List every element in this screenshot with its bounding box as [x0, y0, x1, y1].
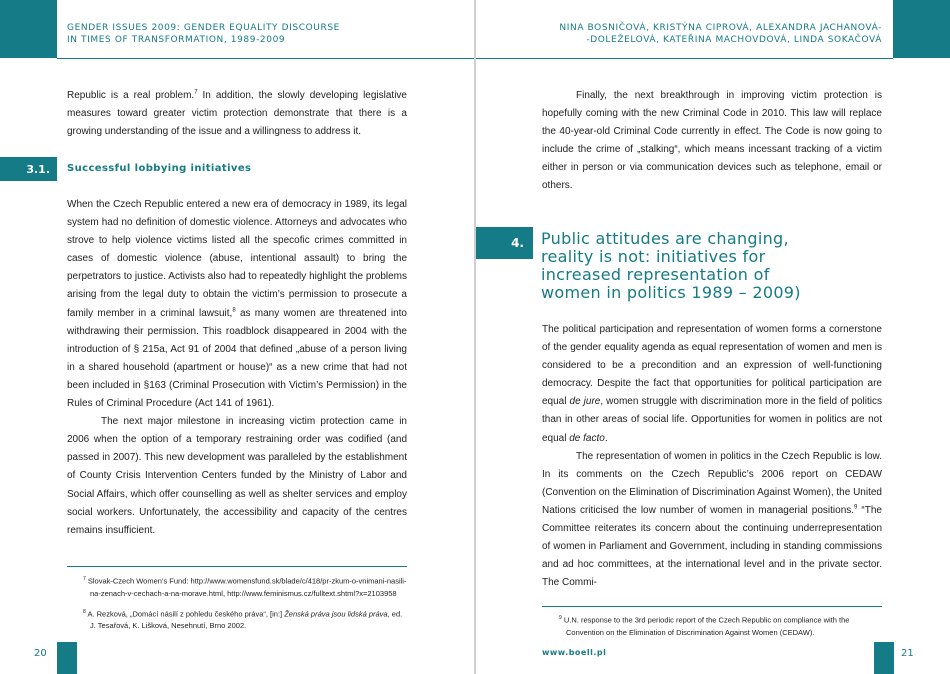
footnote-ref-7[interactable]: 7: [194, 89, 198, 96]
footnote-7: $^7$ Slovak-Czech Women’s Fund: http://www.womensfund.sk/blade/c/418/pr-zkum-o-vnimani-nasili-na-zenach-v-cechach-a-na-morave.html, http://www.feminismus.cz/fulltext.shtml?x=2103958: [83, 576, 407, 598]
right-top-paragraph: Finally, the next breakthrough in improving victim protection is hopefully coming with the new Criminal Code in 2010. This law will replace the 40-year-old Criminal Code currently in effect. The Code is now going to include the crime of „stalking“, which means incessant tracking of a victim either in person or via communication devices such as telephone, email or others.: [542, 90, 882, 192]
section-4-number: 4.: [476, 227, 533, 259]
right-header-rule: [476, 58, 893, 59]
right-footnote-rule: [542, 606, 882, 607]
right-footnotes: [556, 612, 882, 645]
left-footnotes: [80, 573, 407, 638]
paragraph-1: When the Czech Republic entered a new era of democracy in 1989, its legal system had no definition of domestic violence. Attorneys and advocates who strove to help violence victims listed all the specofic crimes committed in cases of domestic violence (abuse, intentional assault) to bring the perpetrators to justice. Activists also had to repeatedly highlight the problems arising from the legal duty to obtain the victim’s permission to prosecute a family member in a criminal lawsuit,$^8$ as many women are threatened into withdrawing their permission. This roadblock disappeared in 2004 with the introduction of § 215a, Act 91 of 2004 that defined „abuse of a person living in a shared household (apartment or house)“ as a new crime that had not been included in §163 (Criminal Prosecution with Victim’s Permission) in the Rules of Criminal Procedure (Act 141 of 1961).: [67, 199, 407, 410]
paragraph-4: The representation of women in politics in the Czech Republic is low. In its comments on the Czech Republic’s 2006 report on CEDAW (Convention on the Elimination of Discrimination Against Women), the United Nations criticised the low number of women in managerial positions.$^9$ “The Committee reiterates its concern about the continuing underrepresentation of women in Parliament and Government, including in standing commissions and ad hoc committees, at the international level and in the private sector. The Commi-: [542, 450, 882, 589]
left-running-head-line1: GENDER ISSUES 2009: GENDER EQUALITY DISCOURSE: [67, 23, 340, 33]
footnote-9: $^9$ U.N. response to the 3rd periodic report of the Czech Republic on compliance with the Convention on the Elimination of Discrimination Against Women (CEDAW).: [559, 615, 850, 637]
left-body-text: [67, 196, 407, 540]
left-corner-tab: [0, 0, 57, 58]
right-bottom-tab: [874, 642, 894, 674]
left-intro-paragraph: Republic is a real problem.$^7$ In addition, the slowly developing legislative measures toward greater victim protection demonstrate that there is a growing understanding of the issue and a willingness to address it.: [67, 89, 407, 138]
website-link[interactable]: www.boell.pl: [542, 648, 607, 657]
left-page-number: 20: [34, 648, 47, 659]
footnote-ref-8[interactable]: 8: [232, 307, 236, 314]
left-page: [0, 0, 474, 674]
right-body-text: [542, 321, 882, 592]
section-3-1-number: 3.1.: [0, 157, 57, 181]
left-header-rule: [57, 58, 474, 59]
left-footnote-rule: [67, 566, 407, 567]
right-running-head-line2: -DOLEŽELOVÁ, KATEŘINA MACHOVDOVÁ, LINDA SOKAČOVÁ: [586, 35, 882, 45]
right-corner-tab: [893, 0, 950, 58]
paragraph-3: The political participation and representation of women forms a cornerstone of the gender equality agenda as equal representation of women and men is considered to be a precondition and an expression of well-functioning democracy. Despite the fact that opportunities for political participation are equal de jure, women struggle with discrimination more in the field of politics than in other areas of social life. Opportunities for women in politics are not equal de facto.: [542, 324, 882, 444]
right-running-head-line1: NINA BOSNIČOVÁ, KRISTÝNA CIPROVÁ, ALEXANDRA JACHANOVÁ-: [559, 23, 882, 33]
section-3-1-title: Successful lobbying initiatives: [67, 163, 252, 174]
left-running-head-line2: IN TIMES OF TRANSFORMATION, 1989-2009: [67, 35, 286, 45]
right-running-head: [502, 22, 882, 46]
footnote-8: $^8$ A. Rezková, „Domácí násilí z pohledu českého práva“, [in:] Ženská práva jsou lidská práva, ed. J. Tesařová, K. Lišková, Nesehnutí, Brno 2002.: [83, 608, 403, 630]
left-running-head: [67, 22, 340, 46]
right-page-number: 21: [901, 648, 914, 659]
right-page: [476, 0, 950, 674]
left-bottom-tab: [57, 642, 77, 674]
footnote-ref-9[interactable]: 9: [854, 504, 858, 511]
section-4-title: Public attitudes are changing, reality is not: initiatives for increased representation of women in politics 1989 – 2009): [541, 229, 801, 302]
paragraph-2: The next major milestone in increasing victim protection came in 2006 when the option of a temporary restraining order was codified (and passed in 2007). This new development was paralleled by the establishment of County Crisis Intervention Centers funded by the Ministry of Labor and Social Affairs, which offer counselling as well as shelter services and employ social workers. Unfortunately, the accessibility and capacity of the centres remains insufficient.: [67, 416, 407, 536]
